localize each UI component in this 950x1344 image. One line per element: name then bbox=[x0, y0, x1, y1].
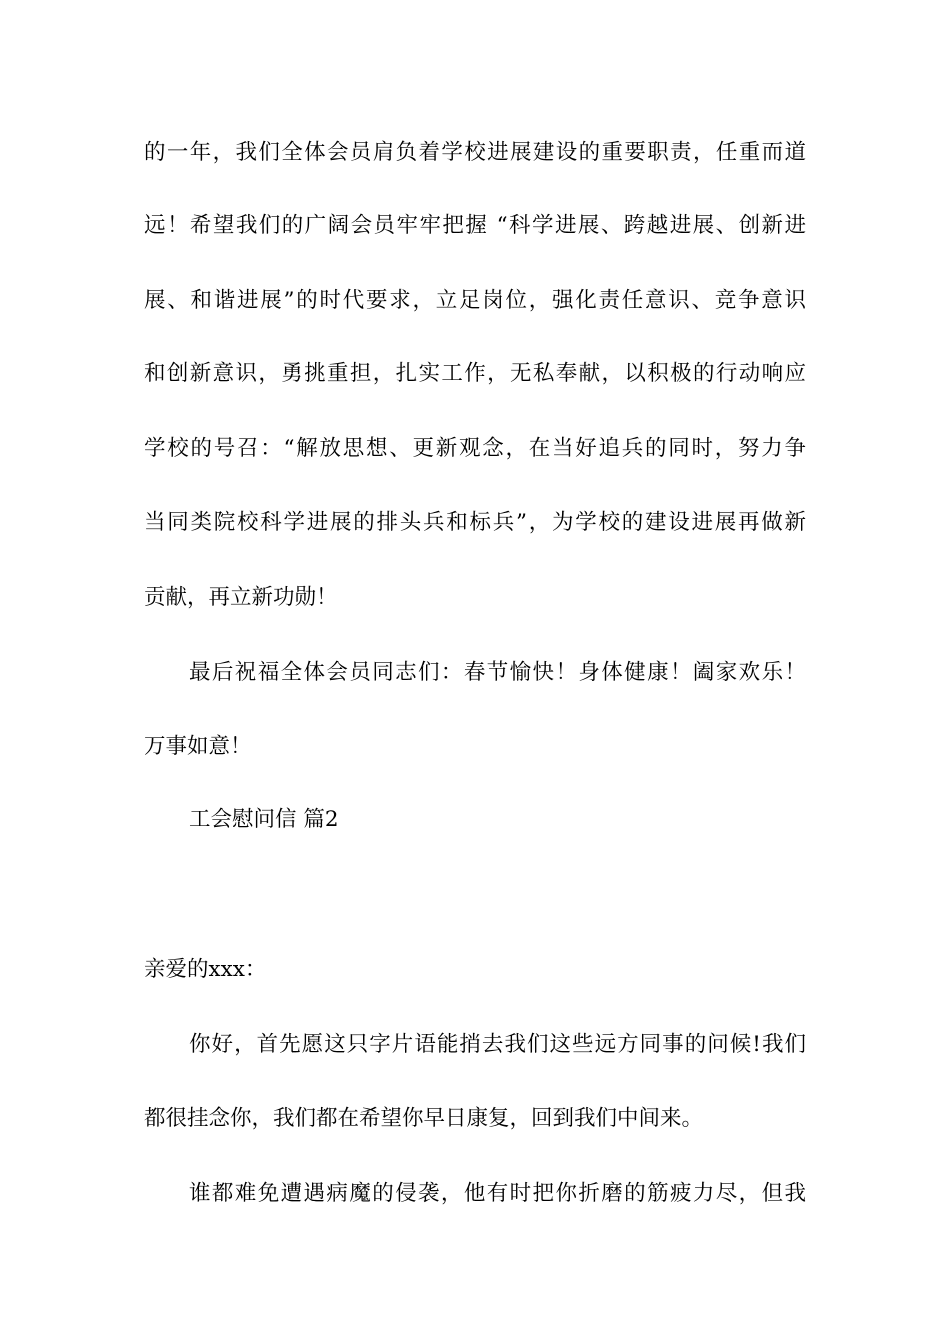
paragraph-line: 万事如意！ bbox=[144, 734, 252, 759]
paragraph-line: 展、和谐进展”的时代要求，立足岗位，强化责任意识、竞争意识 bbox=[144, 288, 806, 313]
paragraph-line: 当同类院校科学进展的排头兵和标兵”，为学校的建设进展再做新 bbox=[144, 510, 806, 535]
paragraph-line: 都很挂念你，我们都在希望你早日康复，回到我们中间来。 bbox=[144, 1106, 704, 1131]
paragraph-line: 谁都难免遭遇病魔的侵袭，他有时把你折磨的筋疲力尽，但我 bbox=[189, 1181, 806, 1206]
paragraph-line: 最后祝福全体会员同志们：春节愉快！身体健康！阖家欢乐！ bbox=[189, 660, 806, 685]
paragraph-line: 学校的号召：“解放思想、更新观念，在当好追兵的同时，努力争 bbox=[144, 436, 806, 461]
salutation: 亲爱的xxx： bbox=[144, 957, 267, 982]
paragraph-line: 的一年，我们全体会员肩负着学校进展建设的重要职责，任重而道 bbox=[144, 140, 806, 165]
section-heading: 工会慰问信 篇2 bbox=[189, 807, 339, 832]
paragraph-line: 你好，首先愿这只字片语能捎去我们这些远方同事的问候!我们 bbox=[189, 1032, 806, 1057]
paragraph-line: 贡献，再立新功勋！ bbox=[144, 585, 338, 610]
paragraph-line: 远！希望我们的广阔会员牢牢把握 “科学进展、跨越进展、创新进 bbox=[144, 213, 806, 238]
paragraph-line: 和创新意识，勇挑重担，扎实工作，无私奉献，以积极的行动响应 bbox=[144, 361, 806, 386]
